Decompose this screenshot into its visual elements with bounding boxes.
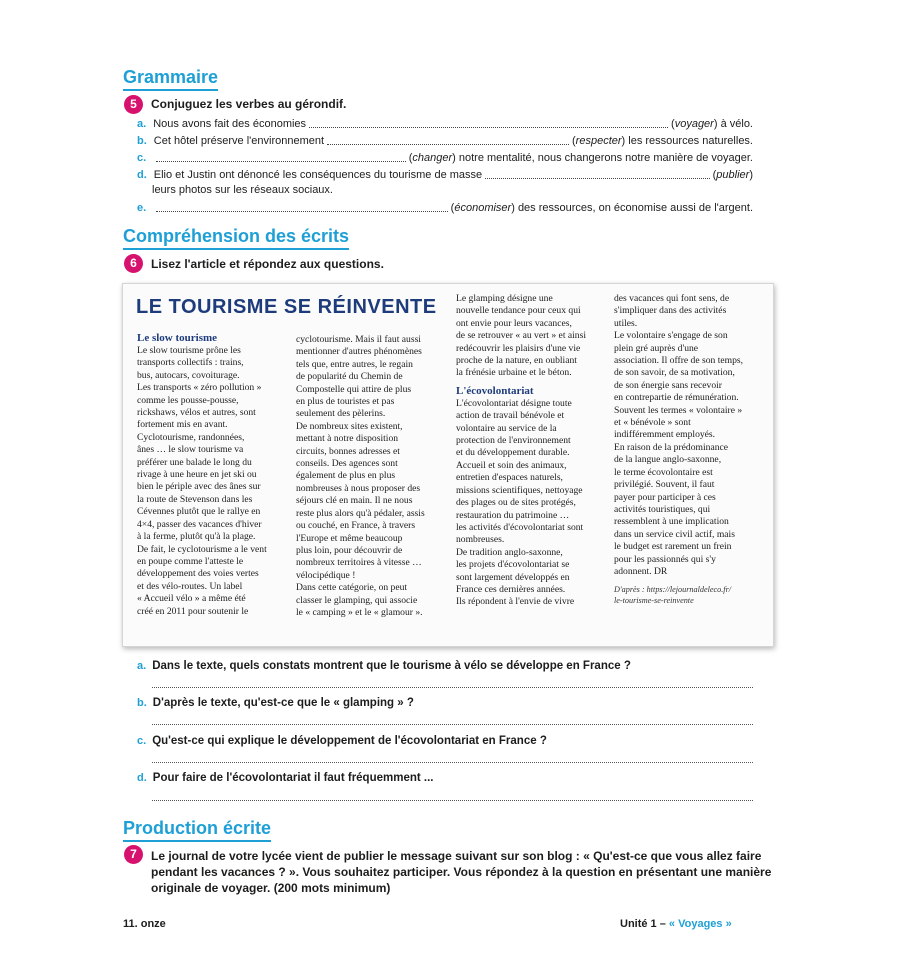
article-line: nombreuses. [456, 534, 505, 546]
exercise-item-c: c. ( changer ) notre mentalité, nous changerons notre manière de voyager. [137, 152, 753, 164]
article-line: privilégié. Souvent, il faut [614, 479, 715, 491]
article-title: LE TOURISME SE RÉINVENTE [136, 296, 437, 318]
article-line: Le volontaire s'engage de son [614, 330, 728, 342]
article-line: les activités d'écovolontariat sont [456, 521, 584, 533]
answer-line[interactable] [152, 761, 753, 763]
question-letter: c. [137, 735, 147, 747]
article-line: circuits, bonnes adresses et [296, 445, 400, 457]
item-text: des ressources, on économise aussi de l'argent. [517, 202, 753, 214]
unit-title: « Voyages » [668, 918, 732, 930]
article-line: des vacances qui font sens, de [614, 293, 730, 304]
answer-blank[interactable] [156, 160, 406, 162]
article-column-1 [137, 331, 267, 618]
question-text: Pour faire de l'écovolontariat il faut fréquemment ... [152, 772, 434, 784]
instruction-line: originale de voyager. (200 mots minimum) [151, 881, 391, 895]
article-line: l'Europe et même beaucoup [296, 532, 403, 544]
article-line: reste plus alors qu'à pédaler, assis [296, 507, 425, 519]
article-line: mentionner d'autres phénomènes [296, 346, 422, 358]
article-line: Compostelle qui attire de plus [296, 383, 412, 395]
article-line: transports collectifs : trains, [137, 357, 244, 369]
article-line: à la ferme, plutôt qu'à la plage. [137, 531, 256, 543]
article-line: protection de l'environnement [456, 435, 571, 447]
answer-blank[interactable] [485, 177, 709, 179]
exercise-item-d: d. Elio et Justin ont dénoncé les conséquences du tourisme de masse ( publier ) [137, 169, 753, 181]
article-line: le budget est rarement un frein [614, 541, 732, 553]
exercise-number-badge: 6 [124, 254, 143, 273]
verb-hint: publier [716, 169, 750, 181]
article-line: adonnent. DR [614, 565, 668, 577]
question-letter: b. [137, 697, 147, 709]
exercise-number-badge: 7 [124, 845, 143, 864]
article-column-text [614, 293, 743, 578]
article-line: rivage à une heure en jet ski ou [137, 469, 257, 481]
article-line: De tradition anglo-saxonne, [456, 546, 563, 558]
question-letter: a. [137, 660, 147, 672]
article-line: de popularité du Chemin de [296, 371, 403, 383]
article-line: indifféremment employés. [614, 429, 716, 441]
article-line: plein gré auprès d'une [614, 342, 699, 354]
article-subheading: L'écovolontariat [456, 384, 534, 397]
article-line: et du développement durable. [456, 447, 570, 459]
article-line: Le slow tourisme prône les [137, 345, 241, 356]
exercise-instruction [151, 848, 771, 896]
article-line: De fait, le cyclotourisme a le vent [137, 543, 267, 555]
article-line: bien le périple avec des ânes sur [137, 481, 261, 493]
item-text: notre mentalité, nous changerons notre manière de voyager. [458, 152, 753, 164]
answer-line[interactable] [152, 723, 753, 725]
article-line: activités touristiques, qui [614, 503, 711, 515]
item-letter: e. [137, 202, 147, 214]
article-line: le « camping » et le « glamour ». [296, 606, 423, 618]
article-column-text [456, 293, 586, 380]
article-column-4 [614, 293, 743, 606]
article-line: s'impliquer dans des activités [614, 305, 727, 317]
article-line: nombreux territoires à vitesse … [296, 557, 422, 569]
article-line: De nombreux sites existent, [296, 420, 403, 432]
article-line: Les transports « zéro pollution » [137, 382, 262, 394]
answer-line[interactable] [152, 799, 753, 801]
article-line: Dans cette catégorie, on peut [296, 582, 408, 594]
article-line: dans un service civil actif, mais [614, 528, 735, 540]
article-column-2 [296, 334, 425, 619]
article-line: bus, autocars, covoiturage. [137, 369, 240, 381]
article-line: Accueil et soin des animaux, [456, 459, 567, 471]
article-line: association. Il offre de son temps, [614, 355, 744, 367]
article-line: Cévennes plutôt que le rallye en [137, 506, 261, 518]
question-a [137, 659, 631, 674]
verb-hint: voyager [674, 118, 714, 130]
article-line: missions scientifiques, nettoyage [456, 484, 583, 496]
article-line: de se retrouver « au vert » et ainsi [456, 330, 586, 342]
article-line: et « bénévole » sont [614, 417, 691, 429]
item-text: Elio et Justin ont dénoncé les conséquences du tourisme de masse [153, 169, 483, 181]
article-line: également de plus en plus [296, 470, 396, 482]
article-line: de son énergie sans recevoir [614, 379, 722, 391]
article-line: proche de la nature, en oubliant [456, 355, 577, 367]
answer-blank[interactable] [309, 126, 668, 128]
item-letter: c. [137, 152, 147, 164]
answer-blank[interactable] [327, 143, 569, 145]
item-text: les ressources naturelles. [628, 135, 753, 147]
answer-line[interactable] [152, 686, 753, 688]
article-line: nouvelle tendance pour ceux qui [456, 305, 581, 317]
item-text: Nous avons fait des économies [153, 118, 307, 130]
article-line: restauration du patrimoine … [456, 509, 570, 521]
article-line: utiles. [614, 317, 638, 329]
article-line: en contrepartie de rémunération. [614, 392, 739, 404]
article-box [122, 283, 774, 647]
article-subheading: Le slow tourisme [137, 332, 218, 344]
article-line: créé en 2011 pour soutenir le [137, 605, 249, 617]
section-title-production: Production écrite [123, 817, 271, 842]
article-line: sont largement développés en [456, 571, 570, 583]
article-source-credit: D'après : https://lejournaldeleco.fr/ [614, 585, 732, 595]
article-line: entretien d'espaces naturels, [456, 472, 563, 484]
article-column-3 [456, 293, 586, 609]
article-line: Ils répondent à l'envie de vivre [456, 596, 575, 608]
section-title-comprehension: Compréhension des écrits [123, 225, 349, 250]
article-line: et des vélo-routes. Un label [137, 580, 243, 592]
section-title-grammaire: Grammaire [123, 66, 218, 91]
exercise-number-badge: 5 [124, 95, 143, 114]
article-line: de son savoir, de sa motivation, [614, 367, 735, 379]
article-line: Le glamping désigne une [456, 293, 553, 304]
article-column-text [137, 345, 267, 618]
article-line: tels que, entre autres, le regain [296, 358, 413, 370]
article-line: Souvent les termes « volontaire » [614, 404, 743, 416]
question-text: Qu'est-ce qui explique le développement de l'écovolontariat en France ? [152, 735, 547, 747]
article-line: payer pour participer à ces [614, 491, 716, 503]
article-line: comme les pousse-pousse, [137, 394, 239, 406]
exercise-item-d-continued [152, 183, 333, 198]
item-letter: b. [137, 135, 147, 147]
article-line: rickshaws, vélos et autres, sont [137, 407, 256, 419]
article-line: vélocipédique ! [296, 569, 356, 581]
article-line: développement des voies vertes [137, 568, 259, 580]
article-line: action de travail bénévole et [456, 410, 565, 422]
question-b [137, 696, 414, 711]
article-line: volontaire au service de la [456, 422, 557, 434]
item-text: Cet hôtel préserve l'environnement [153, 135, 325, 147]
article-line: ont envie pour leurs vacances, [456, 317, 572, 329]
instruction-line: pendant les vacances ? ». Vous souhaitez participer. Vous répondez à la question en présentant une manière [151, 865, 772, 879]
article-line: des plages ou de sites protégés, [456, 497, 576, 509]
article-line: redécouvrir les plaisirs d'une vie [456, 342, 581, 354]
article-line: 4×4, passer des vacances d'hiver [137, 518, 262, 530]
article-line: ânes … le slow tourisme va [137, 444, 244, 456]
article-line: classer le glamping, qui associe [296, 594, 418, 606]
article-line: fortement mis en avant. [137, 419, 228, 431]
exercise-item-a: a. Nous avons fait des économies ( voyager ) à vélo. [137, 118, 753, 130]
article-line: ou couché, en France, à travers [296, 520, 416, 532]
article-line: les projets d'écovolontariat se [456, 559, 570, 571]
question-letter: d. [137, 772, 147, 784]
article-line: France ces dernières années. [456, 583, 566, 595]
page-number: 11. onze [123, 918, 166, 930]
article-line: « Accueil vélo » a même été [137, 593, 246, 605]
article-line: nombreuses à nous proposer des [296, 482, 421, 494]
item-text: leurs photos sur les réseaux sociaux. [152, 184, 333, 196]
verb-hint: changer [412, 152, 453, 164]
exercise-item-b: b. Cet hôtel préserve l'environnement ( respecter ) les ressources naturelles. [137, 135, 753, 147]
article-line: ressemblent à une implication [614, 516, 729, 528]
article-line: cyclotourisme. Mais il faut aussi [296, 334, 421, 345]
unit-number: Unité 1 – [620, 918, 666, 930]
article-source-credit: le-tourisme-se-reinvente [614, 596, 694, 606]
article-line: Cyclotourisme, randonnées, [137, 431, 245, 443]
verb-hint: économiser [454, 202, 512, 214]
article-line: la route de Stevenson dans les [137, 493, 253, 505]
article-column-text [296, 334, 425, 619]
article-line: En raison de la prédominance [614, 441, 729, 453]
article-line: mettant à notre disposition [296, 433, 399, 445]
article-line: en poupe comme l'atteste le [137, 555, 244, 567]
item-letter: a. [137, 118, 147, 130]
article-line: séjours clé en main. Il ne nous [296, 495, 413, 507]
instruction-line: Le journal de votre lycée vient de publier le message suivant sur son blog : « Qu'est-ce que vous allez faire [151, 849, 762, 863]
question-d [137, 771, 434, 786]
question-text: Dans le texte, quels constats montrent que le tourisme à vélo se développe en France ? [152, 660, 631, 672]
article-line: le terme écovolontaire est [614, 466, 713, 478]
question-text: D'après le texte, qu'est-ce que le « glamping » ? [152, 697, 414, 709]
article-line: seulement des pèlerins. [296, 408, 386, 420]
unit-label [620, 917, 732, 931]
article-line: plus loin, pour découvrir de [296, 544, 403, 556]
exercise-instruction: Conjuguez les verbes au gérondif. [151, 97, 347, 111]
article-column-text [456, 398, 586, 609]
item-letter: d. [137, 169, 147, 181]
answer-blank[interactable] [156, 210, 447, 212]
exercise-instruction: Lisez l'article et répondez aux questions. [151, 257, 384, 271]
question-c [137, 734, 547, 749]
article-line: la frénésie urbaine et le béton. [456, 367, 572, 379]
article-line: en plus de touristes et pas [296, 396, 395, 408]
verb-hint: respecter [575, 135, 622, 147]
article-line: conseils. Des agences sont [296, 458, 398, 470]
exercise-item-e: e. ( économiser ) des ressources, on économise aussi de l'argent. [137, 202, 753, 214]
article-line: de la langue anglo-saxonne, [614, 454, 722, 466]
article-line: pour les passionnés qui s'y [614, 553, 716, 565]
article-line: L'écovolontariat désigne toute [456, 397, 572, 409]
article-line: préférer une balade le long du [137, 456, 252, 468]
item-text: à vélo. [720, 118, 753, 130]
